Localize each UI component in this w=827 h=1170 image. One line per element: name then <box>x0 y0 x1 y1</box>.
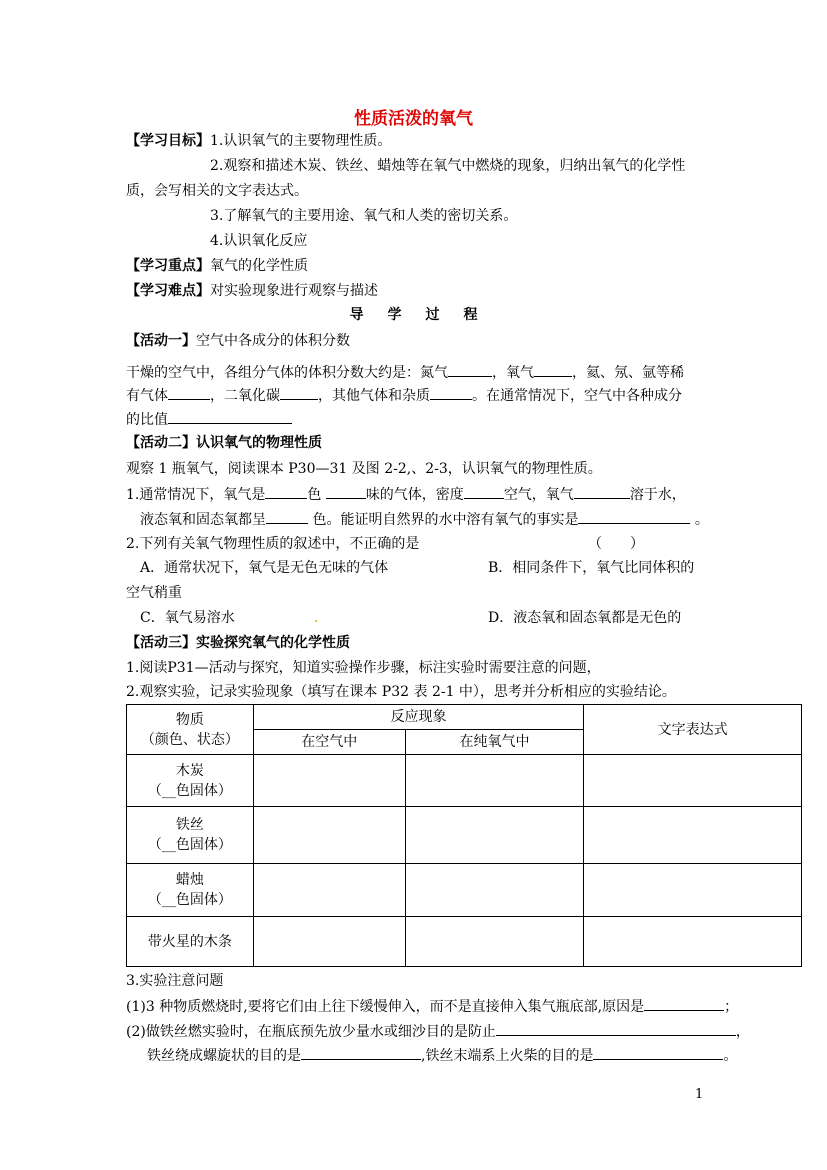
text-segment: (1)3 种物质燃烧时,要将它们由上往下缓慢伸入，而不是直接伸入集气瓶底部,原因是 <box>126 999 645 1015</box>
text-segment: ，氧气 <box>492 365 534 381</box>
activity3-step1: 1.阅读P31—活动与探究，知道实验操作步骤，标注实验时需要注意的问题， <box>126 660 601 676</box>
stray-dot: . <box>314 610 319 626</box>
page-number: 1 <box>695 1087 704 1102</box>
cell-in-air[interactable] <box>253 807 405 864</box>
text-segment: 有气体 <box>126 388 168 404</box>
blank-reason[interactable] <box>644 996 724 1011</box>
text-segment: 色。能证明自然界的水中溶有氧气的事实是 <box>312 512 579 528</box>
activity2-title: 认识氧气的物理性质 <box>196 435 322 451</box>
cell-in-air[interactable] <box>253 864 405 917</box>
cell-expression[interactable] <box>584 917 802 967</box>
blank-fact[interactable] <box>578 509 690 524</box>
note-2 <box>126 1021 750 1042</box>
cell-in-oxygen[interactable] <box>405 864 584 917</box>
option-b-cont: 空气稍重 <box>126 585 182 601</box>
activity2-label: 【活动二】 <box>126 435 196 451</box>
blank-liquid-color[interactable] <box>266 509 308 524</box>
text-segment: ，其他气体和杂质 <box>318 388 430 404</box>
blank-solubility[interactable] <box>574 484 630 499</box>
text-segment: 铁丝绕成螺旋状的目的是 <box>147 1048 301 1064</box>
activity2-q1-line1 <box>126 484 686 505</box>
objective-item-2: 2.观察和描述木炭、铁丝、蜡烛等在氧气中燃烧的现象，归纳出氧气的化学性 <box>210 158 686 174</box>
header-substance-label: 物质 <box>175 711 204 728</box>
activity1-label: 【活动一】 <box>126 333 196 349</box>
activity1-heading <box>126 331 350 351</box>
activity3-label: 【活动三】 <box>126 635 196 651</box>
activity3-title: 实验探究氧气的化学性质 <box>196 635 350 651</box>
text-segment: 。 <box>694 512 709 528</box>
blank-density[interactable] <box>464 484 504 499</box>
substance-name: 铁丝 <box>175 817 204 833</box>
text-segment: ； <box>724 999 739 1015</box>
difficulty-line <box>126 281 378 301</box>
option-d: D．液态氧和固态氧都是无色的 <box>488 610 682 626</box>
header-expression: 文字表达式 <box>584 705 802 755</box>
activity1-line-3 <box>126 409 292 430</box>
blank-oxygen[interactable] <box>534 362 572 377</box>
text-segment: 溶于水， <box>629 487 686 503</box>
substance-sub: （__色固体） <box>147 837 232 853</box>
cell-in-air[interactable] <box>253 755 405 807</box>
activity2-q2 <box>126 534 419 554</box>
objective-item-1: 1.认识氧气的主要物理性质。 <box>210 133 392 149</box>
table-row <box>127 864 802 917</box>
process-title: 导学过程 <box>349 307 502 323</box>
cell-in-air[interactable] <box>253 917 405 967</box>
text-segment: 干燥的空气中，各组分气体的体积分数大约是：氮气 <box>126 365 448 381</box>
text-segment: (2)做铁丝燃实验时，在瓶底预先放少量水或细沙目的是防止 <box>126 1024 496 1040</box>
substance-cell <box>127 807 254 864</box>
substance-name: 木炭 <box>175 762 204 779</box>
header-in-oxygen: 在纯氧气中 <box>405 730 584 755</box>
objective-item-3: 3.了解氧气的主要用途、氧气和人类的密切关系。 <box>210 208 518 224</box>
text-segment: 液态氧和固态氧都呈 <box>140 512 266 528</box>
blank-spiral[interactable] <box>301 1045 421 1060</box>
note-1 <box>126 996 738 1017</box>
option-c: C．氧气易溶水 <box>140 610 235 626</box>
option-a: A．通常状况下，氧气是无色无味的气体 <box>140 560 389 576</box>
cell-in-oxygen[interactable] <box>405 755 584 807</box>
experiment-table <box>126 704 802 967</box>
objective-item-4: 4.认识氧化反应 <box>210 233 308 249</box>
substance-name: 带火星的木条 <box>147 933 232 950</box>
header-substance-sub: （颜色、状态） <box>140 731 239 748</box>
answer-bracket[interactable]: （ ） <box>588 536 644 552</box>
text-segment: ， <box>735 1024 750 1040</box>
note-3 <box>147 1045 737 1066</box>
substance-cell <box>127 917 254 967</box>
activity1-line-1 <box>126 362 684 383</box>
cell-expression[interactable] <box>584 864 802 917</box>
substance-cell <box>127 755 254 807</box>
text-segment: 。 <box>723 1048 738 1064</box>
table-row <box>127 755 802 807</box>
objectives-label: 【学习目标】 <box>126 133 210 149</box>
activity1-title: 空气中各成分的体积分数 <box>196 333 350 349</box>
blank-nitrogen[interactable] <box>448 362 492 377</box>
substance-sub: （__色固体） <box>147 782 232 799</box>
notes-title: 3.实验注意问题 <box>126 973 224 989</box>
activity2-q1-line2 <box>140 509 709 530</box>
header-substance <box>127 705 254 755</box>
blank-prevent[interactable] <box>496 1021 736 1036</box>
activity1-line-2 <box>126 385 682 406</box>
header-phenomenon: 反应现象 <box>253 705 583 730</box>
table-header-row <box>127 705 802 730</box>
option-b: B．相同条件下，氧气比同体积的 <box>488 560 695 576</box>
question-text: 2.下列有关氧气物理性质的叙述中，不正确的是 <box>126 536 420 552</box>
key-point-label: 【学习重点】 <box>126 258 210 274</box>
objectives-line-1 <box>126 131 391 151</box>
cell-in-oxygen[interactable] <box>405 917 584 967</box>
text-segment: 的比值 <box>126 412 168 428</box>
substance-sub: （__色固体） <box>147 892 232 908</box>
activity2-intro: 观察 1 瓶氧气，阅读课本 P30—31 及图 2-2,、2-3，认识氧气的物理性质。 <box>126 461 602 477</box>
text-segment: 。在通常情况下，空气中各种成分 <box>472 388 682 404</box>
table-row <box>127 807 802 864</box>
cell-expression[interactable] <box>584 755 802 807</box>
blank-match[interactable] <box>593 1045 723 1060</box>
text-segment: 色 <box>307 487 322 503</box>
cell-expression[interactable] <box>584 807 802 864</box>
page-title: 性质活泼的氧气 <box>354 109 473 129</box>
difficulty-text: 对实验现象进行观察与描述 <box>210 283 378 299</box>
blank-color[interactable] <box>265 484 307 499</box>
objective-item-2-cont: 质，会写相关的文字表达式。 <box>126 183 308 199</box>
substance-cell <box>127 864 254 917</box>
blank-ratio[interactable] <box>168 409 292 424</box>
blank-other-gas[interactable] <box>430 385 472 400</box>
activity3-step2: 2.观察实验，记录实验现象（填写在课本 P32 表 2-1 中），思考并分析相应的实验结论。 <box>126 684 676 700</box>
key-point-text: 氧气的化学性质 <box>210 258 308 274</box>
text-segment: 味的气体，密度 <box>365 487 464 503</box>
activity3-heading <box>126 633 350 653</box>
substance-name: 蜡烛 <box>175 872 204 888</box>
text-segment: ,铁丝末端系上火柴的目的是 <box>421 1048 594 1064</box>
text-segment: 空气，氧气 <box>503 487 574 503</box>
text-segment: ，二氧化碳 <box>210 388 280 404</box>
text-segment: 1.通常情况下，氧气是 <box>126 487 266 503</box>
blank-co2[interactable] <box>280 385 318 400</box>
table-row <box>127 917 802 967</box>
activity2-heading <box>126 433 322 453</box>
blank-rare-gas[interactable] <box>168 385 210 400</box>
header-in-air: 在空气中 <box>253 730 405 755</box>
blank-smell[interactable] <box>326 484 366 499</box>
text-segment: ，氦、氖、氩等稀 <box>572 365 684 381</box>
cell-in-oxygen[interactable] <box>405 807 584 864</box>
difficulty-label: 【学习难点】 <box>126 283 210 299</box>
key-point-line <box>126 256 308 276</box>
